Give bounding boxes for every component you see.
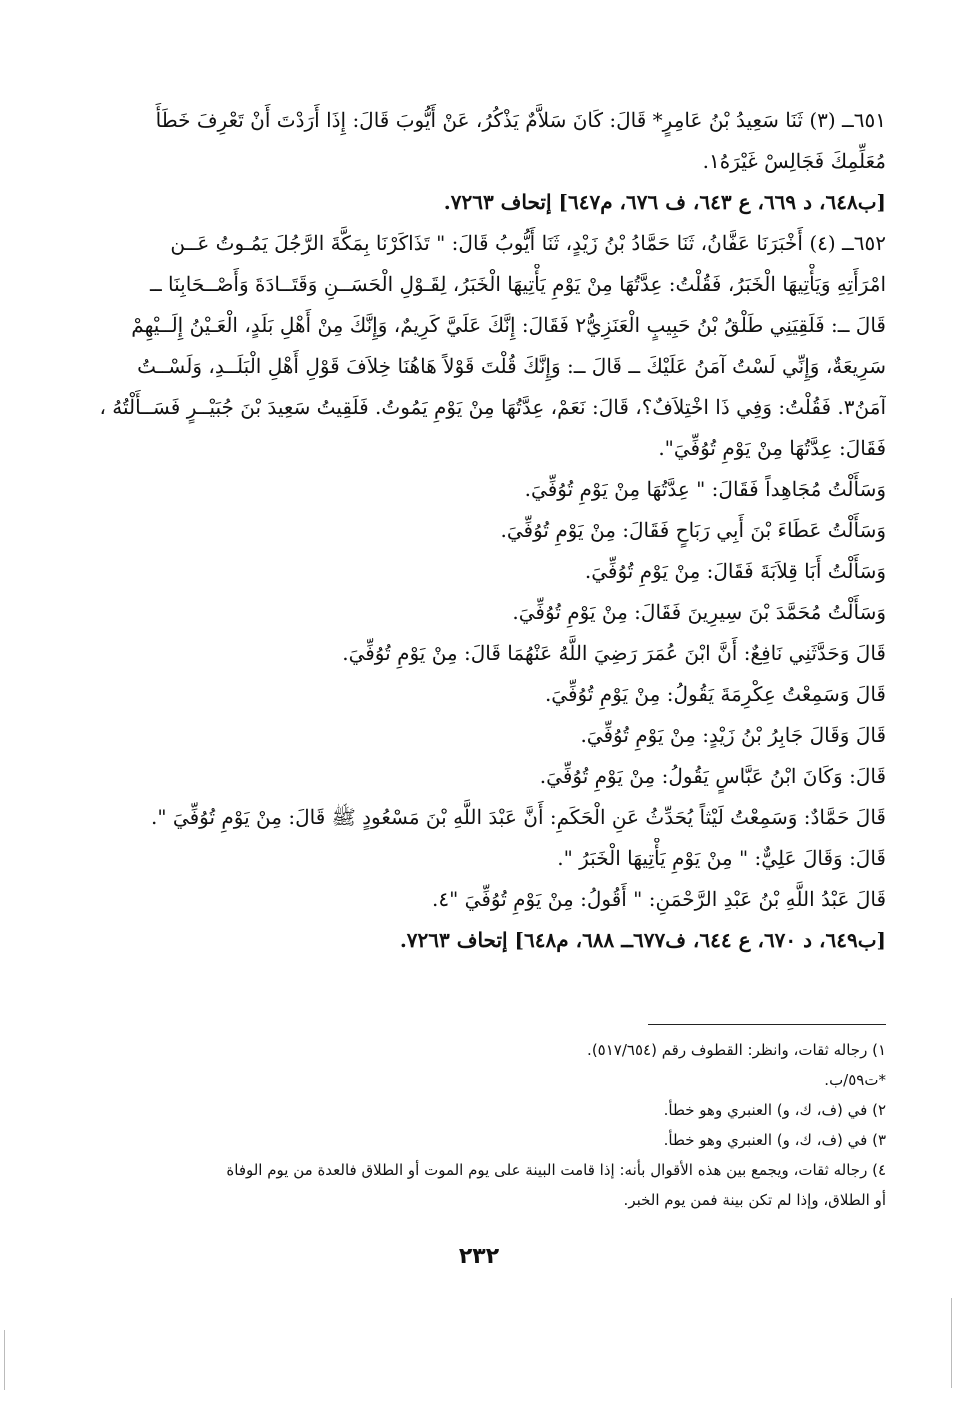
text-line: وَسَأَلْتُ عَطَاءَ بْنَ أَبِي رَبَاحٍ فَقَالَ: مِنْ يَوْمِ تُوُفِّيَ. (500, 518, 886, 542)
scan-artifact (951, 1298, 952, 1388)
text-line: قَالَ ــ: فَلَقِيَنِي طَلْقُ بْنُ حَبِيبٍ الْعَنَزِيُّ٢ فَقَالَ: إِنَّكَ عَلَيَّ كَرِيمٌ، وَإِنَّكَ مِنْ أَهْلِ بَلَدٍ، الْعَـيْنُ إِلَــيْهِمْ (131, 313, 886, 337)
hadith-text (86, 100, 886, 961)
text-line: قَالَ: وَقَالَ عَلِيٌّ: " مِنْ يَوْمِ يَأْتِيهَا الْخَبَرُ ". (557, 846, 886, 870)
text-line: وَسَأَلْتُ مُجَاهِداً فَقَالَ: " عِدَّتُهَا مِنْ يَوْمِ تُوُفِّيَ. (524, 477, 886, 501)
reference-line: [ب٦٤٨، د ٦٦٩، ع ٦٤٣، ف ٦٧٦، م٦٤٧] إتحاف ٧٢٦٣. (443, 190, 886, 214)
footnote: *ت٥٩/ب. (824, 1071, 886, 1089)
footnote: ٢) في (ف، ك، و) العنبري وهو خطأ. (663, 1101, 886, 1119)
text-line: وَسَأَلْتُ مُحَمَّدَ بْنَ سِيرِينَ فَقَالَ: مِنْ يَوْمِ تُوُفِّيَ. (512, 600, 886, 624)
page-number: ٢٣٢ (458, 1244, 500, 1269)
text-line: مُعَلِّمِكَ فَجَالِسْ غَيْرَهُ١. (702, 149, 886, 173)
footnote-divider (648, 1024, 886, 1025)
text-line: قَالَ وَسَمِعْتُ عِكْرِمَةَ يَقُولُ: مِنْ يَوْمِ تُوُفِّيَ. (544, 682, 886, 706)
text-line: قَالَ وَقَالَ جَابِرُ بْنُ زَيْدٍ: مِنْ يَوْمِ تُوُفِّيَ. (580, 723, 886, 747)
footnote: ٤) رجاله ثقات، ويجمع بين هذه الأقوال بأنه: إذا قامت البينة على يوم الموت أو الطلاق فالعدة من يوم الوفاة (226, 1161, 886, 1179)
reference-line: [ب٦٤٩، د ٦٧٠، ع ٦٤٤، ف٦٧٧ــ ٦٨٨، م٦٤٨] إتحاف ٧٢٦٣. (399, 928, 886, 952)
text-line: قَالَ حَمَّادٌ: وَسَمِعْتُ لَيْثاً يُحَدِّثُ عَنِ الْحَكَمِ: أَنَّ عَبْدَ اللَّهِ بْنَ مَسْعُودٍ ﷺ قَالَ: مِنْ يَوْمِ تُوُفِّيَ ". (151, 805, 886, 829)
text-line: سَرِيعَةٌ، وَإِنِّي لَسْتُ آمَنُ عَلَيْكَ ــ قَالَ ــ: وَإِنَّكَ قُلْتَ قَوْلاً هَاهُنَا خِلاَفَ قَوْلِ أَهْلِ الْبَلَــدِ، وَلَسْــتُ (137, 354, 886, 378)
footnote: ٣) في (ف، ك، و) العنبري وهو خطأ. (663, 1131, 886, 1149)
footnote: أو الطلاق، وإذا لم تكن بينة فمن يوم الخبر. (623, 1191, 886, 1209)
text-line: قَالَ وَحَدَّثَنِي نَافِعٌ: أَنَّ ابْنَ عُمَرَ رَضِيَ اللَّهُ عَنْهُمَا قَالَ: مِنْ يَوْمِ تُوُفِّيَ. (342, 641, 886, 665)
text-line: ٦٥١ــ (٣) ثَنَا سَعِيدُ بْنُ عَامِرٍ* قَالَ: كَانَ سَلاَّمٌ يَذْكُرُ، عَنْ أَيُّوبَ قَالَ: إِذَا أَرَدْتَ أَنْ تَعْرِفَ خَطَأَ (155, 108, 886, 132)
scan-artifact (4, 1330, 5, 1390)
footnotes (86, 1035, 886, 1215)
text-line: وَسَأَلْتُ أَبَا قِلاَبَةَ فَقَالَ: مِنْ يَوْمِ تُوُفِّيَ. (584, 559, 886, 583)
text-line: آمَنُ٣. فَقُلْتُ: وَفِي ذَا اخْتِلاَفٌ؟، قَالَ: نَعَمْ، عِدَّتُهَا مِنْ يَوْمِ يَمُوتُ. فَلَقِيتُ سَعِيدَ بْنَ جُبَيْــرٍ فَسَــأَلْتُهُ ، (99, 395, 886, 419)
text-line: امْرَأَتِهِ وَيَأْتِيهَا الْخَبَرُ، فَقُلْتُ: عِدَّتُهَا مِنْ يَوْمِ يَأْتِيهَا الْخَبَرُ، لِقَـوْلِ الْحَسَــنِ وَقَتَــادَةَ وَأَصْــحَابِنَا ــ (149, 272, 886, 296)
text-line: قَالَ: وَكَانَ ابْنُ عَبَّاسٍ يَقُولُ: مِنْ يَوْمِ تُوُفِّيَ. (539, 764, 886, 788)
footnote: ١) رجاله ثقات، وانظر: القطوف رقم (٥١٧/٦٥٤). (587, 1041, 886, 1059)
text-line: قَالَ عَبْدُ اللَّهِ بْنُ عَبْدِ الرَّحْمَنِ: " أَقُولُ: مِنْ يَوْمِ تُوُفِّيَ "٤. (432, 887, 886, 911)
text-line: فَقَالَ: عِدَّتُهَا مِنْ يَوْمِ تُوُفِّيَ". (658, 436, 886, 460)
text-line: ٦٥٢ــ (٤) أَخْبَرَنَا عَفَّانُ، ثَنَا حَمَّادُ بْنُ زَيْدٍ، ثَنَا أَيُّوبُ قَالَ: " تَذَاكَرْنَا بِمَكَّةَ الرَّجُلَ يَمُـوتُ عَــن (170, 231, 886, 255)
